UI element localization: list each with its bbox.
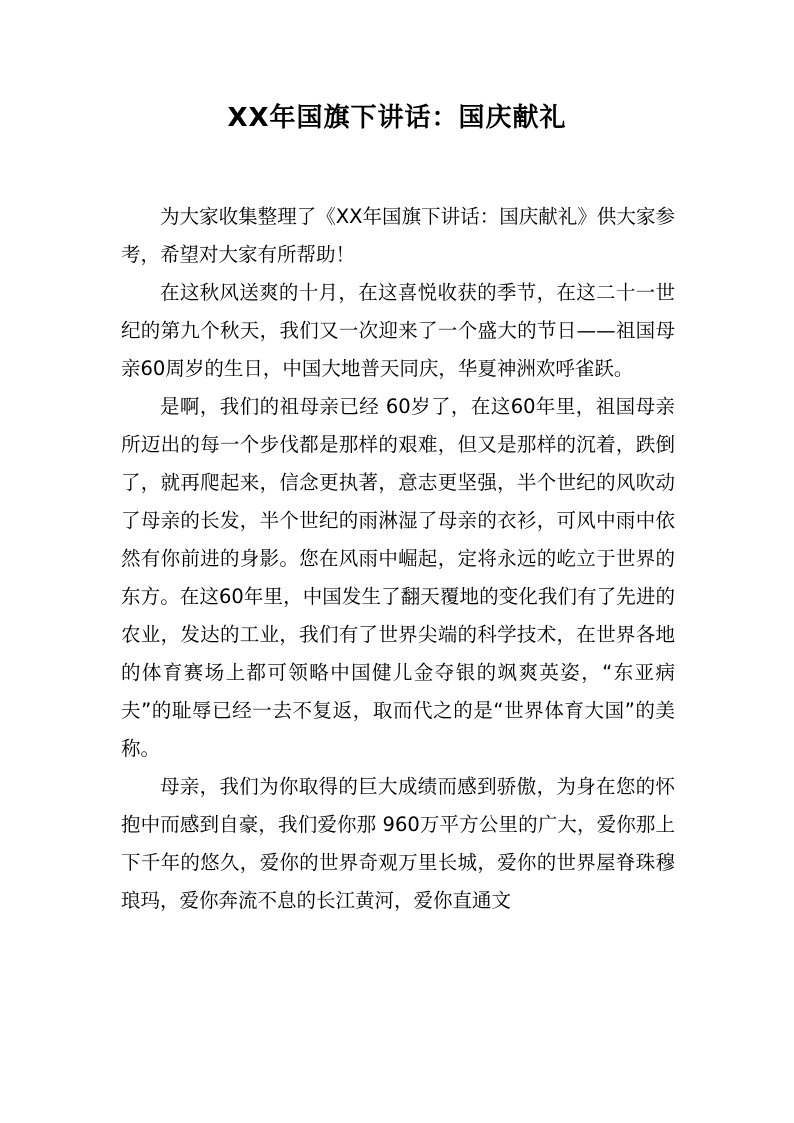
paragraph-autumn: 在这秋风送爽的十月，在这喜悦收获的季节，在这二十一世纪的第九个秋天，我们又一次迎来了一个盛大的节日——祖国母亲60周岁的生日，中国大地普天同庆，华夏神洲欢呼雀跃。 [121,281,675,380]
document-body [121,198,675,920]
paragraph-sixty-years: 是啊，我们的祖母亲已经 60岁了，在这60年里，祖国母亲所迈出的每一个步伐都是那样的艰难，但又是那样的沉着，跌倒了，就再爬起来，信念更执著，意志更坚强，半个世纪的风吹动了母亲的长发，半个世纪的雨淋湿了母亲的衣衫，可风中雨中依然有你前进的身影。您在风雨中崛起，定将永远的屹立于世界的东方。在这60年里，中国发生了翻天覆地的变化我们有了先进的农业，发达的工业，我们有了世界尖端的科学技术，在世界各地的体育赛场上都可领略中国健儿金夺银的飒爽英姿，“东亚病夫”的耻辱已经一去不复返，取而代之的是“世界体育大国”的美称。 [121,395,675,760]
document-title: XX年国旗下讲话：国庆献礼 [227,103,567,133]
paragraph-mother: 母亲，我们为你取得的巨大成绩而感到骄傲，为身在您的怀抱中而感到自豪，我们爱你那 960万平方公里的广大，爱你那上下千年的悠久，爱你的世界奇观万里长城，爱你的世界屋脊珠穆琅玛，爱你奔流不息的长江黄河，爱你直通文 [121,775,675,912]
paragraph-intro: 为大家收集整理了《XX年国旗下讲话：国庆献礼》供大家参考，希望对大家有所帮助！ [121,205,675,266]
